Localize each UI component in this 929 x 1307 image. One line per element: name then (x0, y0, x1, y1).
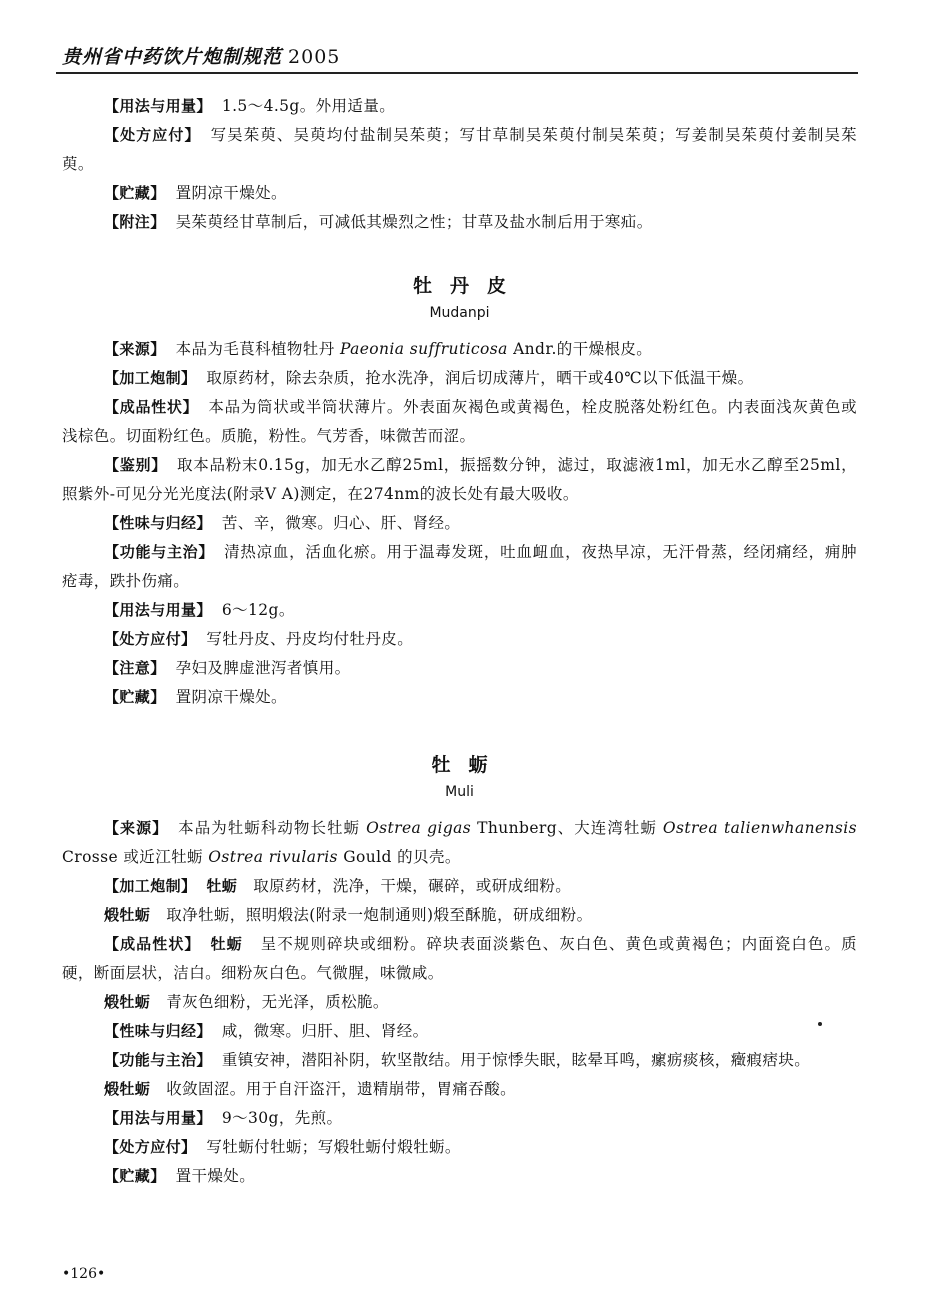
mudanpi-description: 【成品性状】 本品为筒状或半筒状薄片。外表面灰褐色或黄褐色，栓皮脱落处粉红色。内表面浅灰黄色或浅棕色。切面粉红色。质脆，粉性。气芳香，味微苦而涩。 (62, 398, 857, 445)
entry-title-mudanpi: 牡丹皮 (412, 275, 524, 297)
mudanpi-identification: 【鉴别】 取本品粉末0.15g，加无水乙醇25ml，振摇数分钟，滤过，取滤液1ml，加无水乙醇至25ml，照紫外-可见分光光度法(附录Ⅴ A)测定，在274nm的波长处有最大吸收。 (62, 456, 857, 503)
prev-prescription: 【处方应付】 写吴茱萸、吴萸均付盐制吴茱萸；写甘草制吴茱萸付制吴茱萸；写姜制吴茱萸付姜制吴茱萸。 (62, 126, 857, 173)
muli-description-calcined: 煅牡蛎 青灰色细粉，无光泽，质松脆。 (104, 993, 389, 1011)
entry-title-muli: 牡蛎 (431, 754, 506, 776)
muli-processing-calcined: 煅牡蛎 取净牡蛎，照明煅法(附录一炮制通则)煅至酥脆，研成细粉。 (104, 906, 593, 924)
mudanpi-nature: 【性味与归经】 苦、辛，微寒。归心、肝、肾经。 (104, 514, 461, 532)
prev-usage: 【用法与用量】 1.5～4.5g。外用适量。 (104, 97, 396, 115)
running-head (62, 42, 340, 69)
muli-prescription: 【处方应付】 写牡蛎付牡蛎；写煅牡蛎付煅牡蛎。 (104, 1138, 461, 1156)
mudanpi-caution: 【注意】 孕妇及脾虚泄泻者慎用。 (104, 659, 351, 677)
muli-function-calcined: 煅牡蛎 收敛固涩。用于自汗盗汗，遗精崩带，胃痛吞酸。 (104, 1080, 516, 1098)
scan-dot-mark (818, 1022, 822, 1026)
muli-description: 【成品性状】 牡蛎 呈不规则碎块或细粉。碎块表面淡紫色、灰白色、黄色或黄褐色；内面瓷白色。质硬，断面层状，洁白。细粉灰白色。气微腥，味微咸。 (62, 935, 857, 982)
book-year: 2005 (288, 46, 341, 68)
mudanpi-source: 【来源】 本品为毛茛科植物牡丹 Paeonia suffruticosa Andr.的干燥根皮。 (104, 340, 653, 358)
entry-pinyin-mudanpi: Mudanpi (429, 305, 490, 321)
header-rule (56, 72, 858, 74)
muli-storage: 【贮藏】 置干燥处。 (104, 1167, 256, 1185)
book-title: 贵州省中药饮片炮制规范 (62, 46, 283, 68)
page-content (62, 92, 857, 1191)
entry-pinyin-muli: Muli (445, 784, 474, 800)
mudanpi-storage: 【贮藏】 置阴凉干燥处。 (104, 688, 287, 706)
mudanpi-prescription: 【处方应付】 写牡丹皮、丹皮均付牡丹皮。 (104, 630, 414, 648)
prev-note: 【附注】 吴茱萸经甘草制后，可减低其燥烈之性；甘草及盐水制后用于寒疝。 (104, 213, 653, 231)
muli-function: 【功能与主治】 重镇安神，潜阳补阴，软坚散结。用于惊悸失眠，眩晕耳鸣，瘰疬痰核，癥瘕痞块。 (104, 1051, 811, 1069)
muli-usage: 【用法与用量】 9～30g，先煎。 (104, 1109, 343, 1127)
muli-processing: 【加工炮制】 牡蛎 取原药材，洗净，干燥，碾碎，或研成细粉。 (104, 877, 572, 895)
muli-source: 【来源】 本品为牡蛎科动物长牡蛎 Ostrea gigas Thunberg、大连湾牡蛎 Ostrea talienwhanensis Crosse 或近江牡蛎 Ostrea rivularis Gould 的贝壳。 (62, 819, 857, 866)
mudanpi-processing: 【加工炮制】 取原药材，除去杂质，抢水洗净，润后切成薄片，晒干或40℃以下低温干燥。 (104, 369, 754, 387)
mudanpi-usage: 【用法与用量】 6～12g。 (104, 601, 295, 619)
mudanpi-function: 【功能与主治】 清热凉血，活血化瘀。用于温毒发斑，吐血衄血，夜热早凉，无汗骨蒸，经闭痛经，痈肿疮毒，跌扑伤痛。 (62, 543, 857, 590)
prev-storage: 【贮藏】 置阴凉干燥处。 (104, 184, 287, 202)
muli-nature: 【性味与归经】 咸，微寒。归肝、胆、肾经。 (104, 1022, 429, 1040)
page-number: •126• (62, 1266, 106, 1282)
